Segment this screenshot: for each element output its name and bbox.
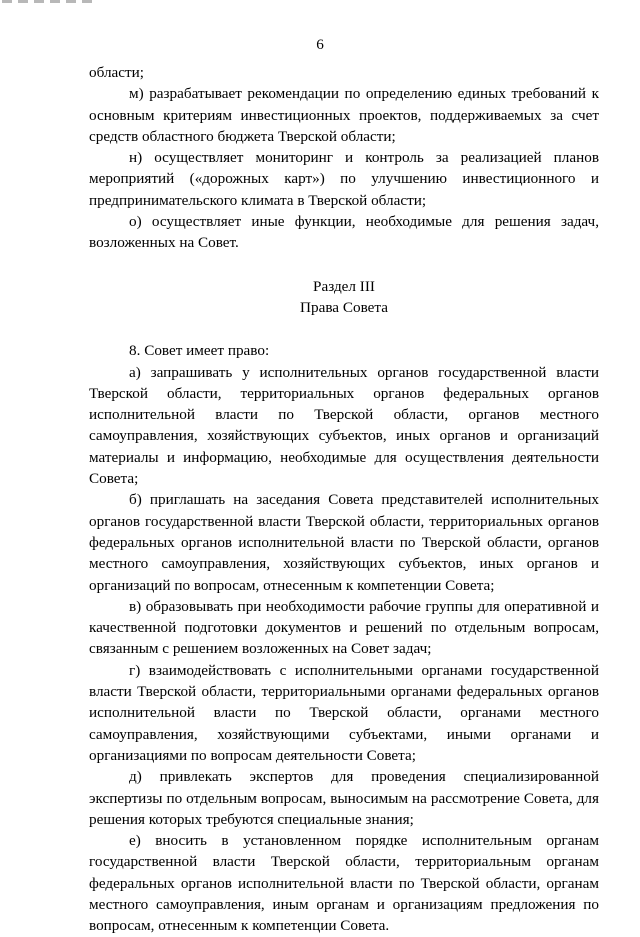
list-item-v: в) образовывать при необходимости рабочие группы для оперативной и качественной подготовки документов и решений по отдельным вопросам, связанным с решением возложенных на Совет задач; bbox=[89, 597, 599, 658]
list-item-g: г) взаимодействовать с исполнительными органами государственной власти Тверской области, территориальными органами федеральных органов исполнительной власти по Тверской области, органами местного самоуправления, хозяйствующими субъектами, иными органами и организациями по вопросам деятельности Совета; bbox=[89, 661, 599, 764]
section-spacer bbox=[89, 254, 599, 276]
list-item-a: а) запрашивать у исполнительных органов государственной власти Тверской области, территориальных органов федеральных органов исполнительной власти по Тверской области, органов местного самоуправления, хозяйствующих субъектов, иных органов и организаций материалы и информацию, необходимые для осуществления деятельности Совета; bbox=[89, 363, 599, 488]
clause-heading: 8. Совет имеет право: bbox=[129, 342, 270, 360]
list-item-b: б) приглашать на заседания Совета представителей исполнительных органов государственной власти Тверской области, территориальных органов федеральных органов исполнительной власти по Тверской области, органов местного самоуправления, хозяйствующих субъектов, иных органов и организаций по вопросам, отнесенным к компетенции Совета; bbox=[89, 491, 599, 594]
section-spacer bbox=[89, 318, 599, 340]
continuation-text: области; bbox=[89, 64, 144, 81]
scan-artifact bbox=[2, 0, 94, 3]
list-item-e: е) вносить в установленном порядке исполнительным органам государственной власти Тверской области, территориальным органам федеральных органов исполнительной власти по Тверской области, органам местного самоуправления, иным органам и организациям предложения по вопросам, отнесенным к компетенции Совета. bbox=[89, 832, 599, 935]
list-item-m: м) разрабатывает рекомендации по определению единых требований к основным критериям инвестиционных проектов, поддерживаемых за счет средств областного бюджета Тверской области; bbox=[89, 85, 599, 145]
list-item-o: о) осуществляет иные функции, необходимые для решения задач, возложенных на Совет. bbox=[89, 213, 599, 252]
document-body bbox=[89, 62, 599, 937]
section-title: Раздел III bbox=[313, 277, 375, 295]
list-item-n: н) осуществляет мониторинг и контроль за реализацией планов мероприятий («дорожных карт») по улучшению инвестиционного и предпринимательского климата в Тверской области; bbox=[89, 149, 599, 209]
section-subtitle: Права Совета bbox=[300, 298, 388, 316]
page-number: 6 bbox=[316, 36, 324, 53]
list-item-d: д) привлекать экспертов для проведения специализированной экспертизы по отдельным вопросам, выносимым на рассмотрение Совета, для решения которых требуются специальные знания; bbox=[89, 768, 599, 828]
